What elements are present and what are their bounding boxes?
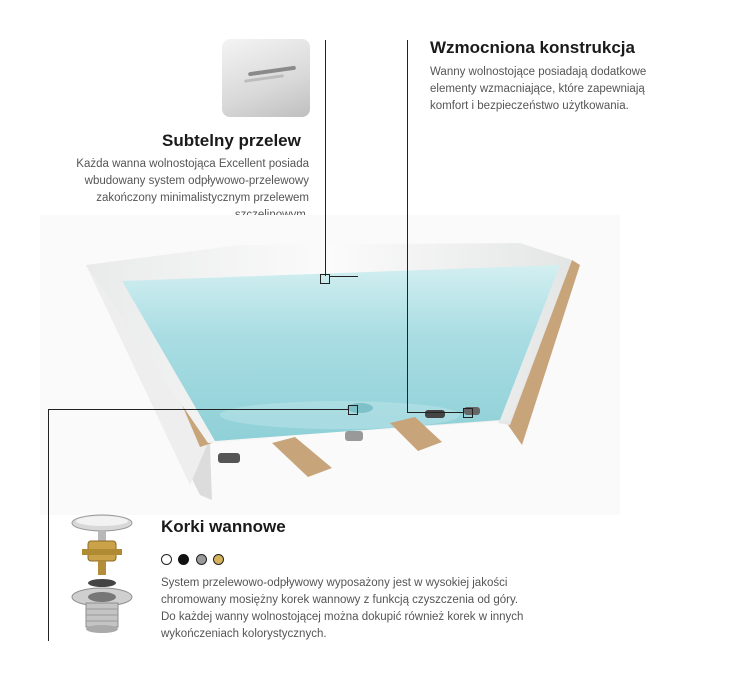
overflow-thumbnail: [222, 39, 310, 117]
construction-description: [430, 64, 690, 115]
plug-illustration: [64, 513, 140, 637]
plugs-text-line: Do każdej wanny wolnostojącej można dokupić również korek w innych: [161, 611, 524, 623]
swatch-grey: [196, 554, 207, 565]
plugs-description: [161, 575, 561, 643]
overflow-description: [49, 156, 309, 224]
construction-heading: Wzmocniona konstrukcja: [430, 38, 635, 57]
construction-text-line: Wanny wolnostojące posiadają dodatkowe: [430, 66, 647, 78]
construction-marker: [463, 408, 473, 418]
overflow-connector-line: [330, 276, 358, 277]
overflow-marker: [320, 274, 330, 284]
plug-connector-line: [48, 409, 348, 410]
overflow-text-line: Każda wanna wolnostojąca Excellent posiada: [76, 158, 309, 170]
overflow-slot-icon: [248, 66, 296, 77]
overflow-connector-line: [325, 40, 326, 276]
bathtub-illustration: [40, 215, 620, 515]
construction-connector-line: [407, 412, 464, 413]
swatch-black: [178, 554, 189, 565]
swatch-white: [161, 554, 172, 565]
overflow-heading: Subtelny przelew: [162, 131, 301, 150]
construction-text-line: komfort i bezpieczeństwo użytkowania.: [430, 100, 629, 112]
plug-marker: [348, 405, 358, 415]
plugs-text-line: wykończeniach kolorystycznych.: [161, 628, 327, 640]
overflow-text-line: zakończony minimalistycznym przelewem: [96, 192, 309, 204]
plugs-heading: Korki wannowe: [161, 517, 286, 536]
construction-connector-line: [407, 40, 408, 412]
plug-connector-line: [48, 409, 49, 641]
foot: [218, 453, 240, 463]
overflow-text-line: wbudowany system odpływowo-przelewowy: [84, 175, 309, 187]
plugs-text-line: System przelewowo-odpływowy wyposażony jest w wysokiej jakości: [161, 577, 508, 589]
drain-pipe: [345, 431, 363, 441]
construction-text-line: elementy wzmacniające, które zapewniają: [430, 83, 645, 95]
finish-swatches: [161, 552, 226, 570]
swatch-gold: [213, 554, 224, 565]
plugs-text-line: chromowany mosiężny korek wannowy z funkcją czyszczenia od góry.: [161, 594, 519, 606]
